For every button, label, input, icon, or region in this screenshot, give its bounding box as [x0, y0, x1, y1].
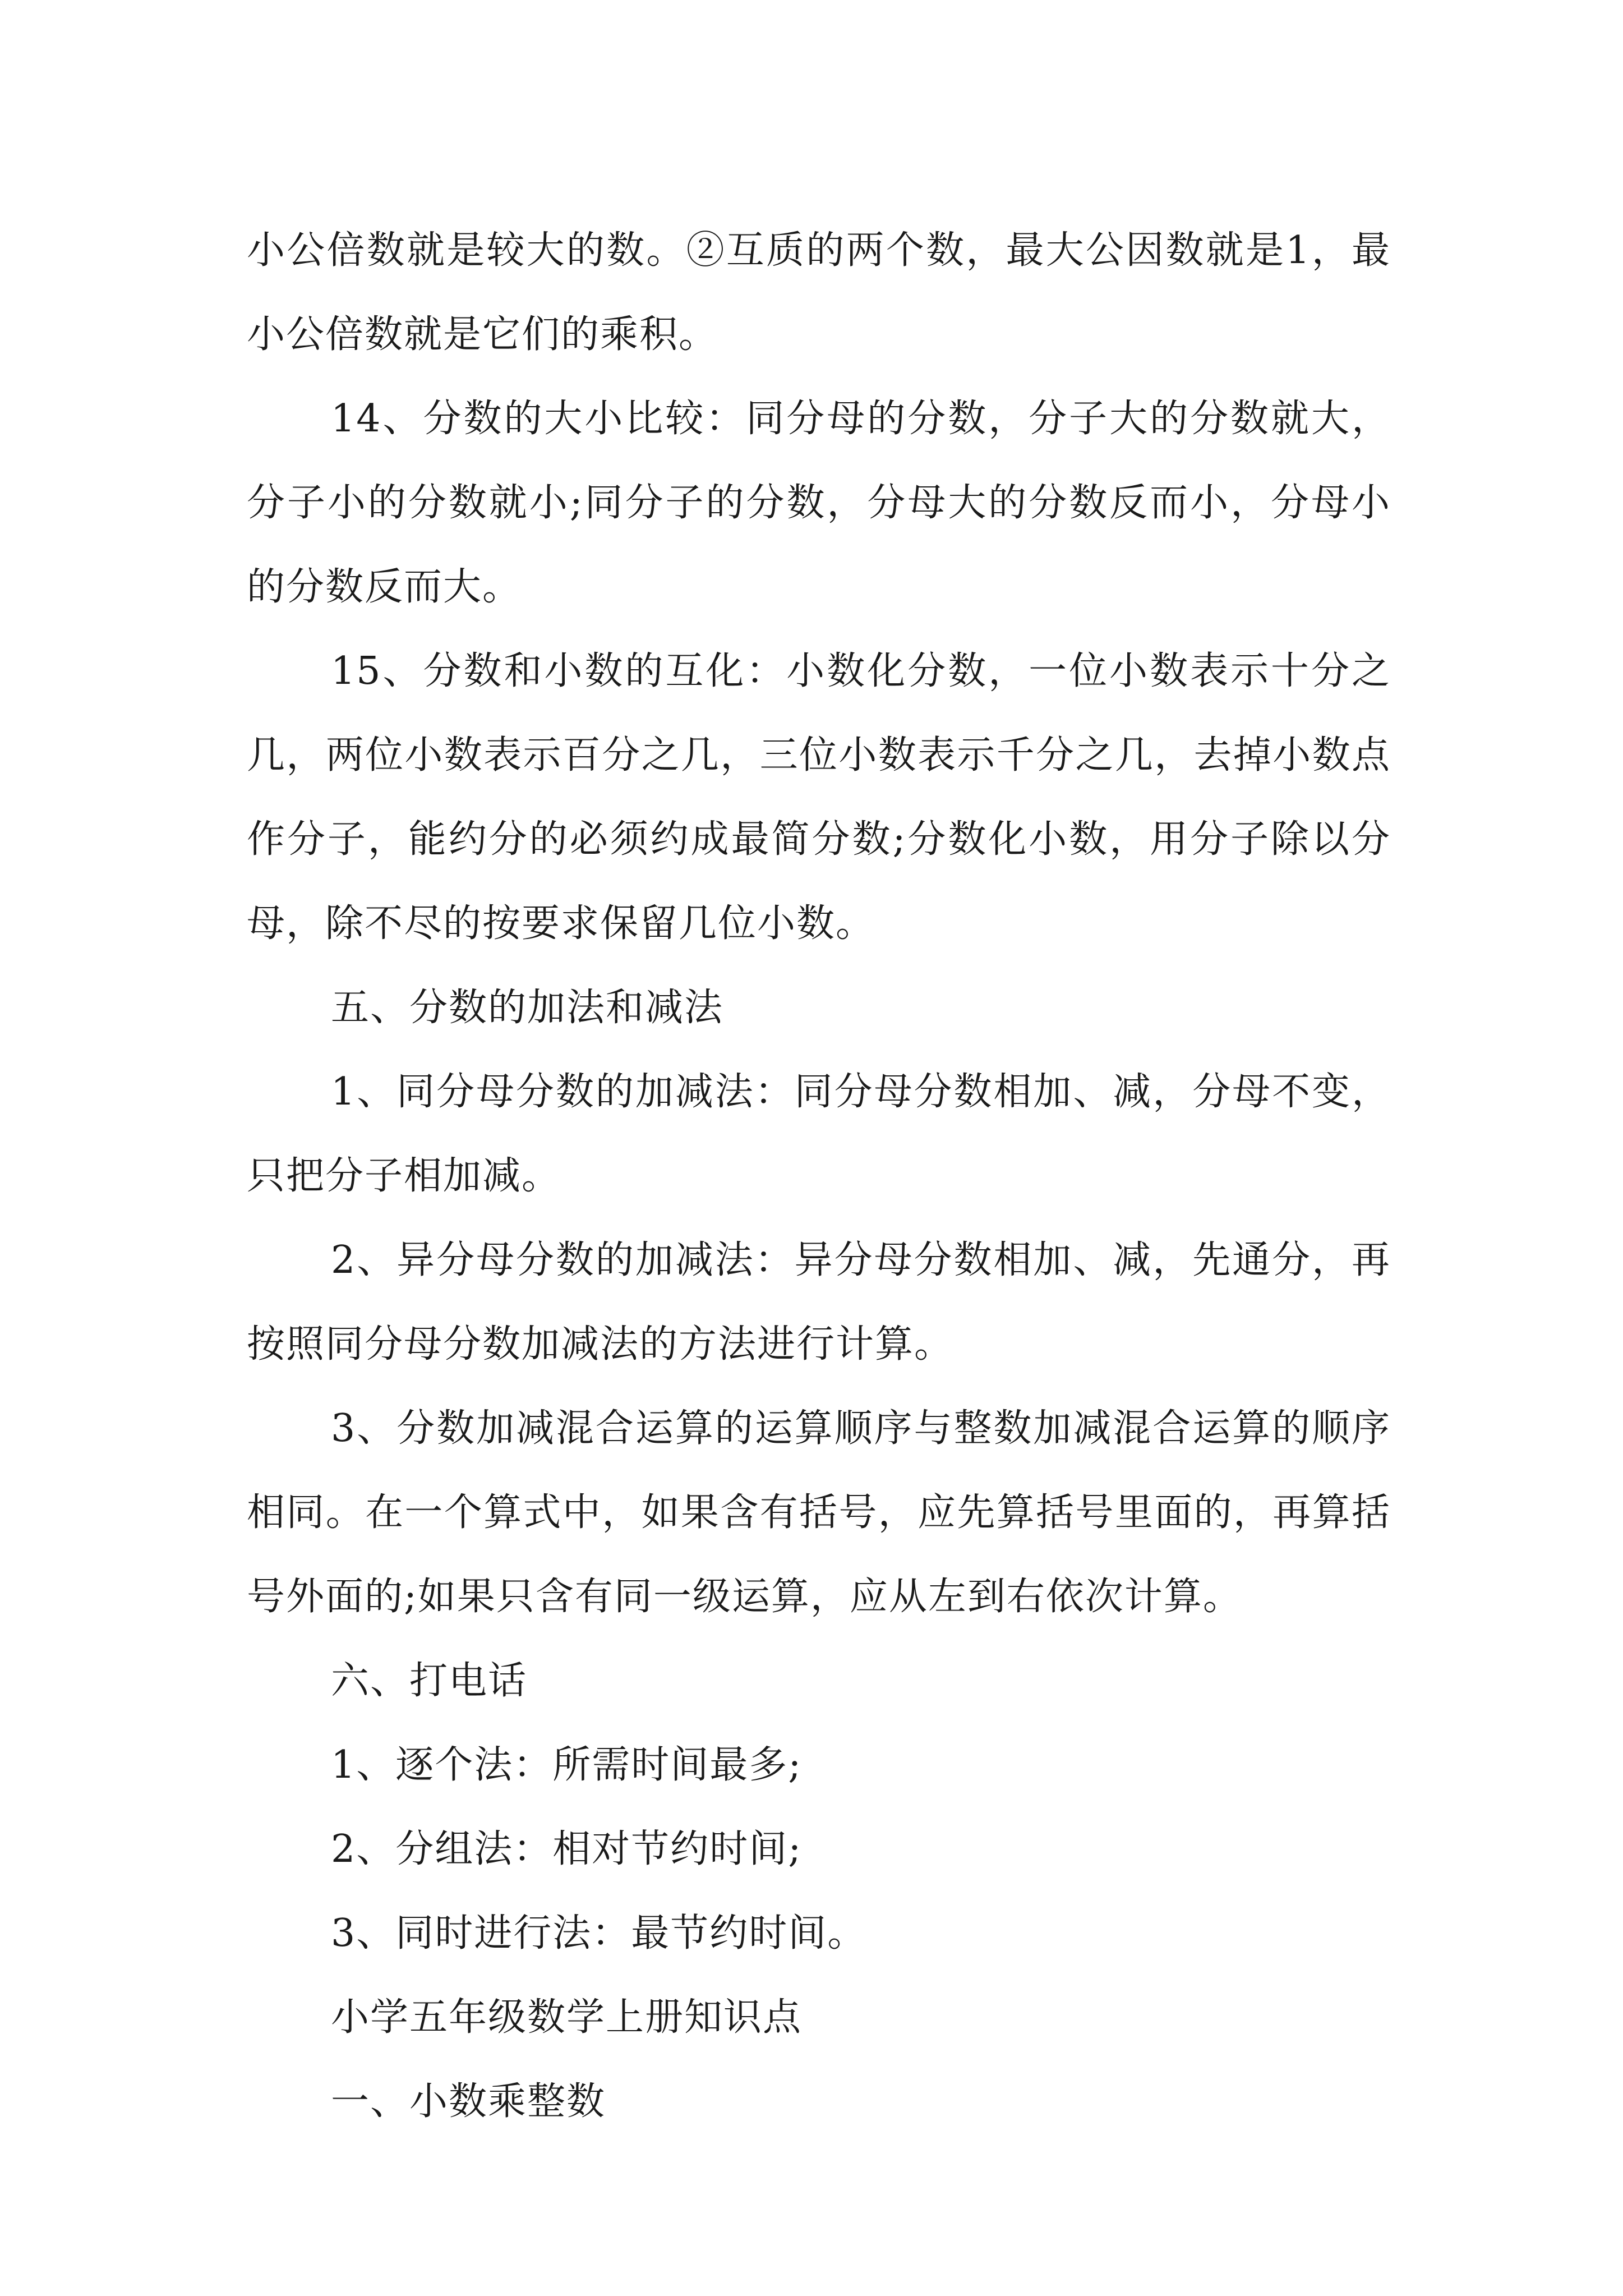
list-item-grouping: 2、分组法：相对节约时间; — [331, 1827, 803, 1871]
paragraph-fraction-decimal-conversion: 15、分数和小数的互化：小数化分数，一位小数表示十分之几，两位小数表示百分之几，三位小数表示千分之几，去掉小数点作分子，能约分的必须约成最简分数;分数化小数，用分子除以分母，除不尽的按要求保留几位小数。 — [247, 649, 1391, 946]
paragraph-continued-gcd-lcm: 小公倍数就是较大的数。②互质的两个数，最大公因数就是1，最小公倍数就是它们的乘积。 — [247, 228, 1391, 357]
paragraph-different-denominator: 2、异分母分数的加减法：异分母分数相加、减，先通分，再按照同分母分数加减法的方法进行计算。 — [247, 1238, 1391, 1366]
section-heading-decimal-times-integer: 一、小数乘整数 — [331, 2079, 606, 2124]
document-body — [247, 209, 1391, 2144]
paragraph-fraction-comparison: 14、分数的大小比较：同分母的分数，分子大的分数就大，分子小的分数就小;同分子的分数，分母大的分数反而小，分母小的分数反而大。 — [247, 397, 1391, 609]
section-heading-phone-calls: 六、打电话 — [331, 1659, 528, 1703]
list-item-one-by-one: 1、逐个法：所需时间最多; — [331, 1743, 803, 1787]
paragraph-mixed-operations: 3、分数加减混合运算的运算顺序与整数加减混合运算的顺序相同。在一个算式中，如果含有括号，应先算括号里面的，再算括号外面的;如果只含有同一级运算，应从左到右依次计算。 — [247, 1406, 1391, 1619]
title-grade5-math-knowledge: 小学五年级数学上册知识点 — [331, 1995, 803, 2040]
list-item-simultaneous: 3、同时进行法：最节约时间。 — [331, 1911, 867, 1955]
section-heading-fraction-add-subtract: 五、分数的加法和减法 — [331, 986, 724, 1030]
paragraph-same-denominator: 1、同分母分数的加减法：同分母分数相加、减，分母不变，只把分子相加减。 — [247, 1070, 1391, 1198]
